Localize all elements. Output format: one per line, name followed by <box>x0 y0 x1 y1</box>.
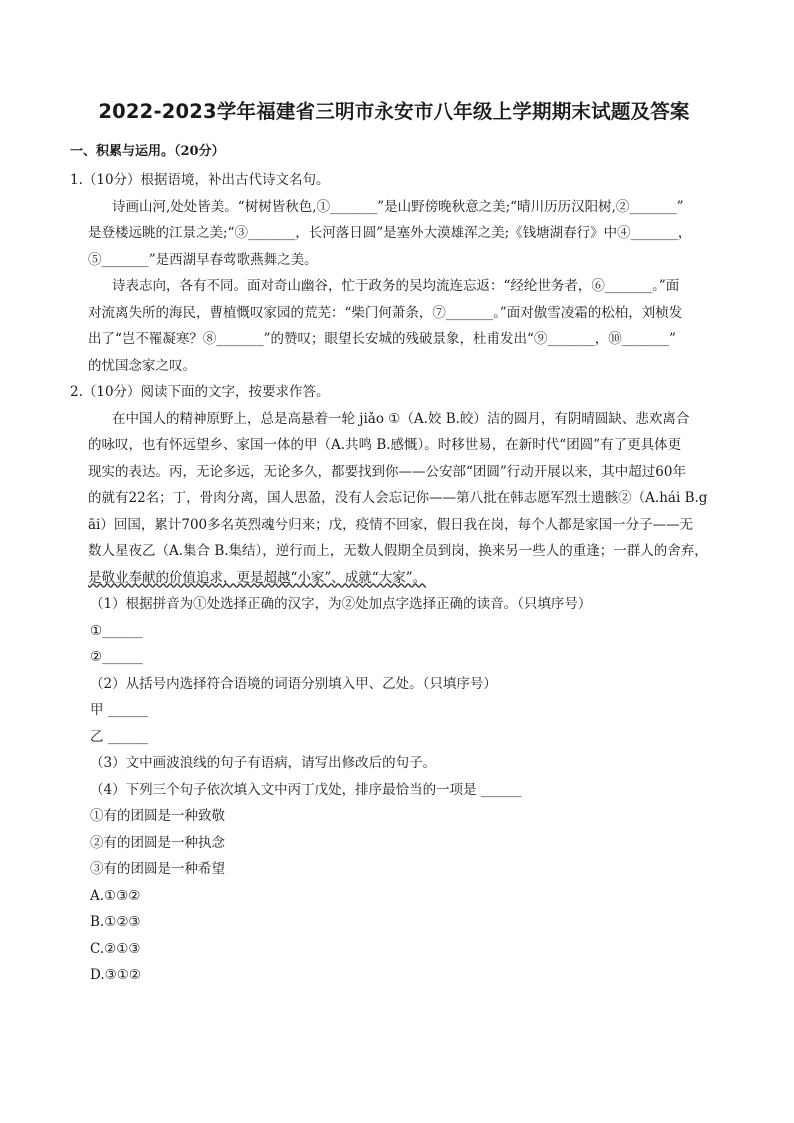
sentence-option: ①有的团圆是一种致敬 <box>90 808 225 824</box>
answer-blank-1: ①______ <box>90 622 143 639</box>
answer-blank-jia: 甲 ______ <box>90 702 149 718</box>
sub-question-1: （1）根据拼音为①处选择正确的汉字，为②处加点字选择正确的读音。（只填序号） <box>90 596 592 612</box>
passage-line: 现实的表达。丙，无论多远，无论多久，都要找到你——公安部“团圆”行动开展以来，其中超过60年 <box>88 463 686 480</box>
answer-blank-yi: 乙 ______ <box>90 728 149 745</box>
sentence-option: ③有的团圆是一种希望 <box>90 861 225 877</box>
passage-line: 的就有22名；丁，骨肉分离，国人思盈，没有人会忘记你——第八批在韩志愿军烈士遗骸②（A.hái B.g <box>88 490 708 506</box>
choice-c: C.②①③ <box>90 940 141 957</box>
wavy-sentence: 是敬业奉献的价值追求，更是超越“小家”、成就“大家”。 <box>88 569 427 586</box>
choice-d: D.③①② <box>90 967 141 983</box>
q1-line: 是登楼远眺的江景之美;“③_______，长河落日圆”是塞外大漠雄浑之美;《钱塘湖春行》中④_______， <box>88 225 692 241</box>
question-1-heading: 1.（10分）根据语境，补出古代诗文名句。 <box>70 172 330 188</box>
passage-line: āi）回国，累计700多名英烈魂兮归来；戊，疫情不回家，假日我在岗，每个人都是家国一分子——无 <box>88 516 694 533</box>
answer-blank-2: ②______ <box>90 649 143 665</box>
sentence-option: ②有的团圆是一种执念 <box>90 834 225 851</box>
q1-line: ⑤_______”是西湖早春莺歌燕舞之美。 <box>88 251 318 268</box>
choice-a: A.①③② <box>90 887 141 904</box>
passage-line: 数人星夜乙（A.集合 B.集结），逆行而上，无数人假期全员到岗，换来另一些人的重逢；一群人的舍弃， <box>88 543 708 559</box>
q1-line: 的忧国念家之叹。 <box>88 357 196 374</box>
sub-question-3: （3）文中画波浪线的句子有语病，请写出修改后的句子。 <box>90 755 437 771</box>
q1-line: 诗画山河,处处皆美。“树树皆秋色,①_______”是山野傍晚秋意之美;“晴川历历汉阳树,②_______” <box>112 198 684 215</box>
section-heading: 一、积累与运用。（20分） <box>70 144 225 159</box>
choice-b: B.①②③ <box>90 914 141 930</box>
q1-line: 诗表志向，各有不同。面对奇山幽谷，忙于政务的吴均流连忘返：“经纶世务者，⑥_______。”面 <box>112 278 680 294</box>
document-title: 2022-2023学年福建省三明市永安市八年级上学期期末试题及答案 <box>98 100 690 123</box>
passage-wavy-line <box>76 565 712 592</box>
q1-line: 对流离失所的海民，曹植慨叹家园的荒芜：“柴门何萧条，⑦_______。”面对傲雪凌霜的松柏，刘桢发 <box>88 304 683 321</box>
passage-line: 的咏叹，也有怀远望乡、家国一体的甲（A.共鸣 B.感慨）。时移世易，在新时代“团圆”有了更具体更 <box>88 437 682 453</box>
sub-question-4: （4）下列三个句子依次填入文中丙丁戊处，排序最恰当的一项是 ______ <box>90 781 522 798</box>
q1-line: 出了“岂不罹凝寒？⑧_______”的赞叹；眼望长安城的残破景象，杜甫发出“⑨_______，⑩_______” <box>88 331 676 347</box>
sub-question-2: （2）从括号内选择符合语境的词语分别填入甲、乙处。（只填序号） <box>90 675 497 692</box>
question-2-heading: 2.（10分）阅读下面的文字，按要求作答。 <box>70 384 330 400</box>
passage-line: 在中国人的精神原野上，总是高悬着一轮 jiǎo ①（A.姣 B.皎）洁的圆月，有阴晴圆缺、悲欢离合 <box>112 410 690 427</box>
